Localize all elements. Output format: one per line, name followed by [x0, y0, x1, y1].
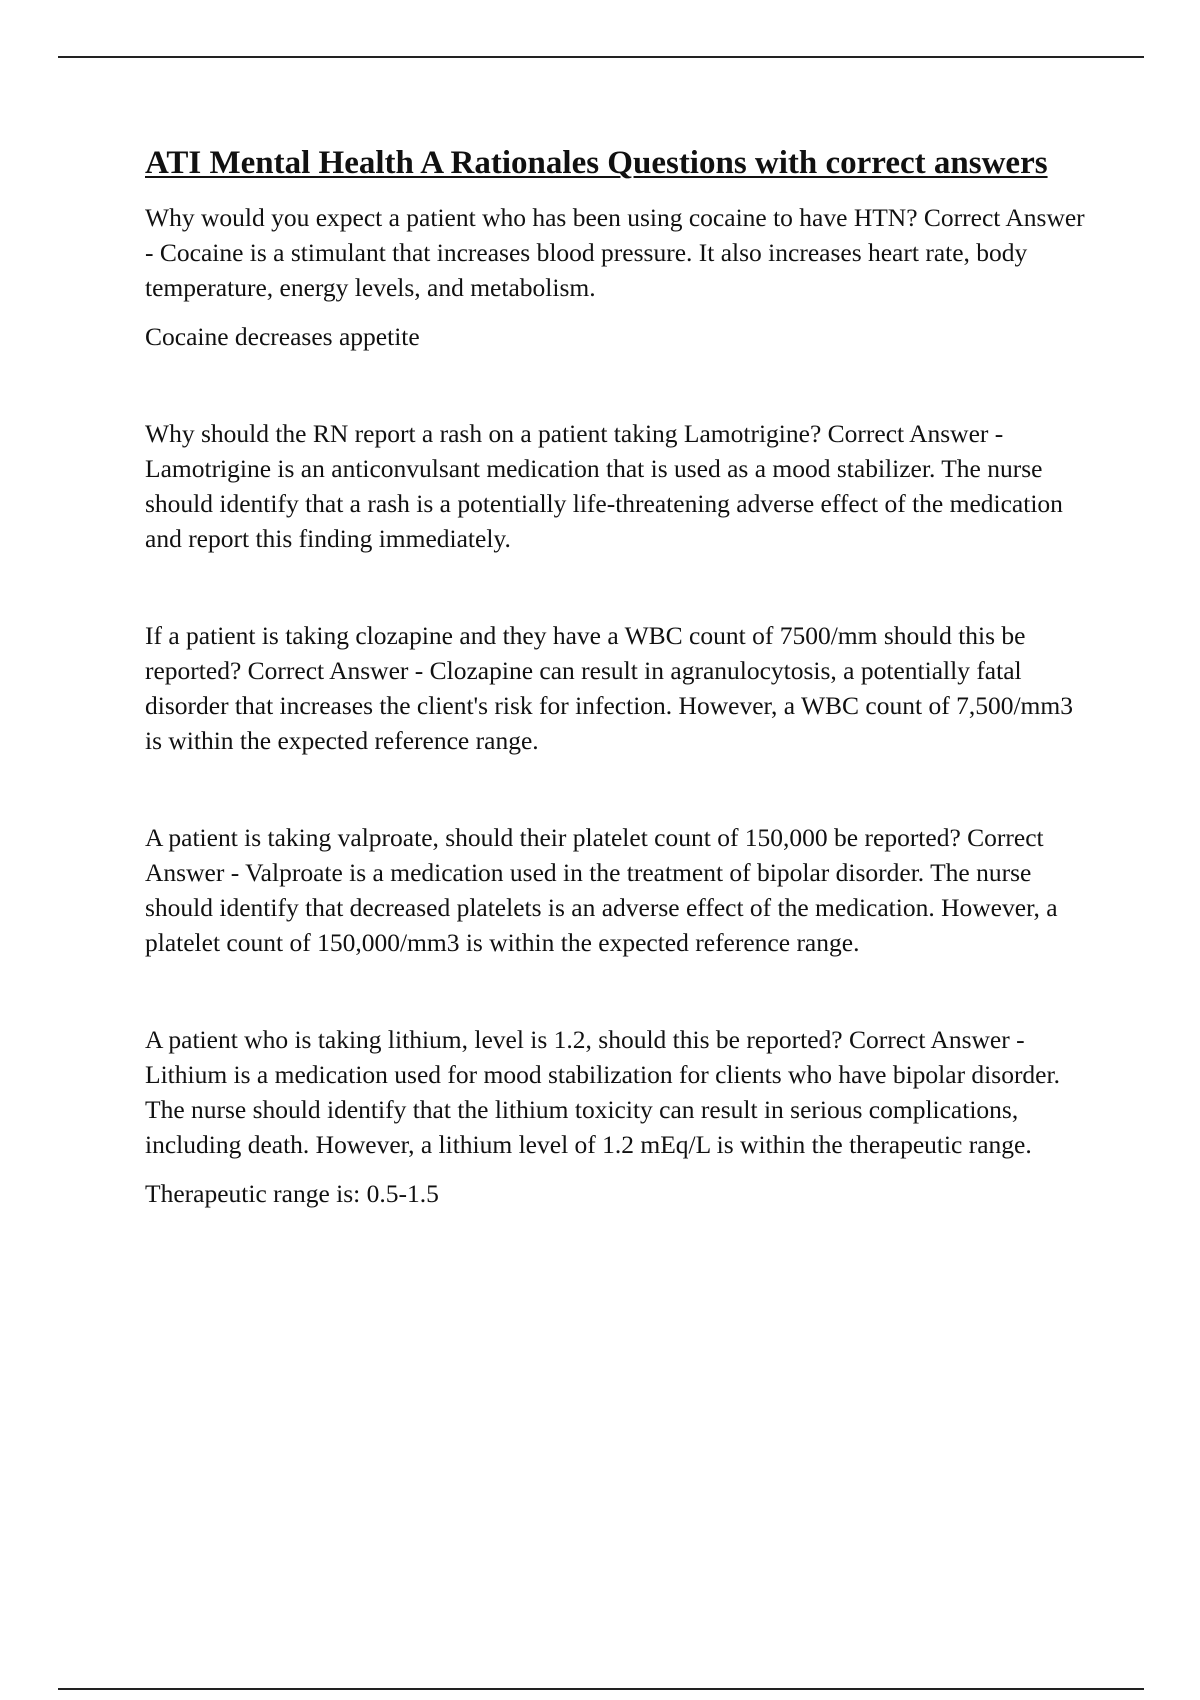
top-rule	[58, 56, 1144, 58]
qa-text: Why would you expect a patient who has been using cocaine to have HTN? Correct Answer - Cocaine is a stimulant that increases blood pressure. It also increases heart rate, body temperature, energy levels, and metabolism.	[145, 203, 1085, 302]
qa-text: Why should the RN report a rash on a patient taking Lamotrigine? Correct Answer - Lamotrigine is an anticonvulsant medication that is used as a mood stabilizer. The nurse should identify that a rash is a potentially life-threatening adverse effect of the medication and report this finding immediately.	[145, 419, 1063, 553]
qa-item-clozapine	[145, 618, 1095, 758]
qa-text: If a patient is taking clozapine and they have a WBC count of 7500/mm should this be reported? Correct Answer - Clozapine can result in agranulocytosis, a potentially fatal disorder that increases the client's risk for infection. However, a WBC count of 7,500/mm3 is within the expected reference range.	[145, 621, 1073, 755]
qa-item-cocaine	[145, 200, 1095, 354]
document-title: ATI Mental Health A Rationales Questions with correct answers	[145, 145, 1048, 181]
qa-item-lamotrigine	[145, 416, 1095, 556]
qa-item-lithium	[145, 1022, 1095, 1211]
qa-note: Therapeutic range is: 0.5-1.5	[145, 1179, 439, 1208]
qa-note: Cocaine decreases appetite	[145, 322, 420, 351]
qa-text: A patient who is taking lithium, level is 1.2, should this be reported? Correct Answer - Lithium is a medication used for mood stabilization for clients who have bipolar disorder. The nurse should identify that the lithium toxicity can result in serious complications, including death. However, a lithium level of 1.2 mEq/L is within the therapeutic range.	[145, 1025, 1060, 1159]
qa-text: A patient is taking valproate, should their platelet count of 150,000 be reported? Correct Answer - Valproate is a medication used in the treatment of bipolar disorder. The nurse should identify that decreased platelets is an adverse effect of the medication. However, a platelet count of 150,000/mm3 is within the expected reference range.	[145, 823, 1058, 957]
document-body	[145, 140, 1095, 1211]
qa-item-valproate	[145, 820, 1095, 960]
bottom-rule	[58, 1688, 1144, 1690]
